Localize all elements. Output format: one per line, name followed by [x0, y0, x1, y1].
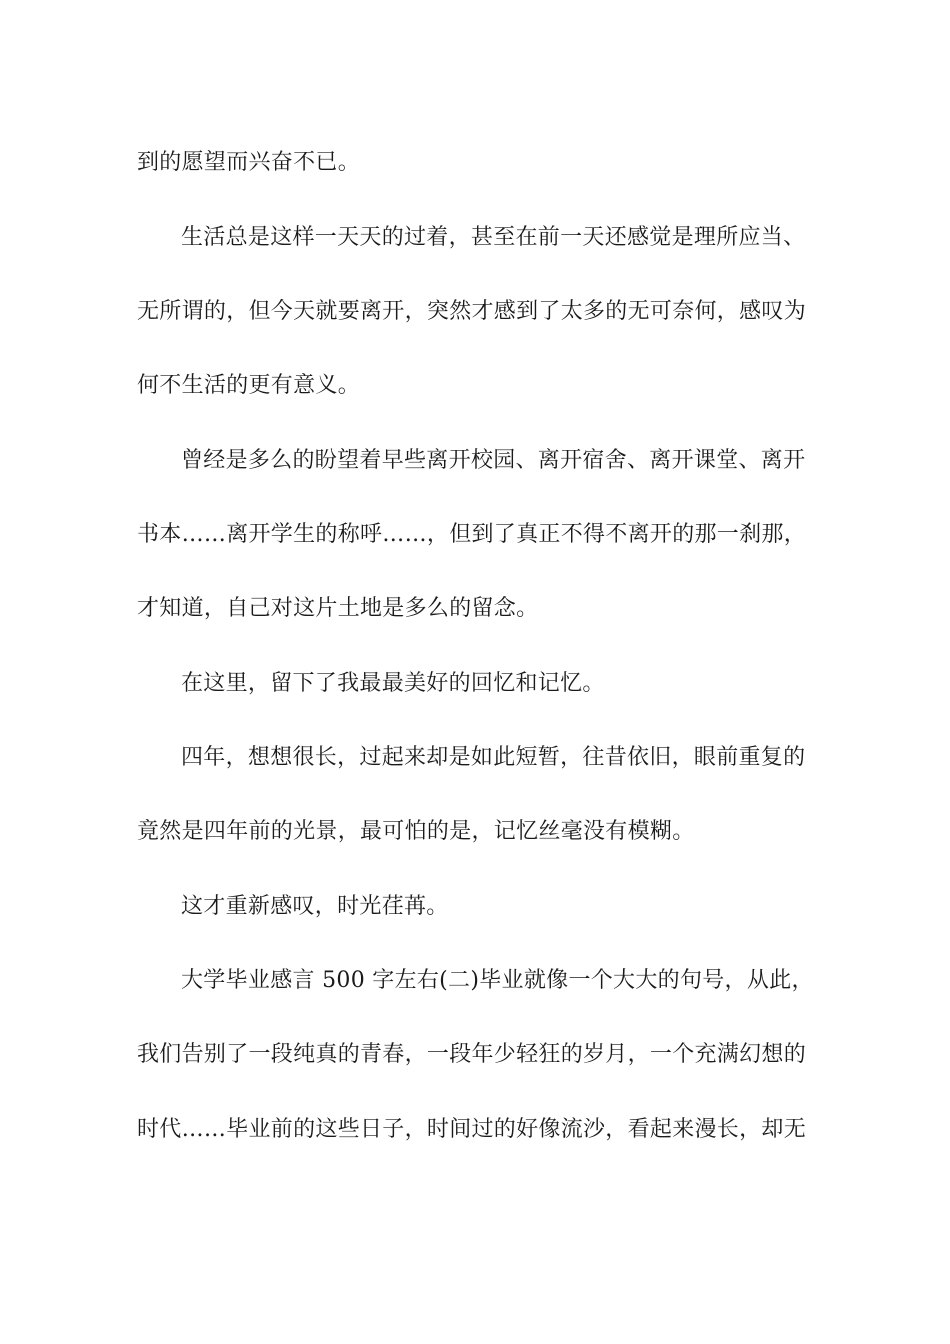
paragraph-start-line: 四年，想想很长，过起来却是如此短暂，往昔依旧，眼前重复的	[181, 745, 806, 770]
paragraph-start-line: 生活总是这样一天天的过着，甚至在前一天还感觉是理所应当、	[181, 225, 806, 250]
paragraph-start-line: 在这里，留下了我最最美好的回忆和记忆。	[181, 671, 605, 696]
text-line: 无所谓的，但今天就要离开，突然才感到了太多的无可奈何，感叹为	[137, 299, 807, 324]
text-line: 时代……毕业前的这些日子，时间过的好像流沙，看起来漫长，却无	[137, 1117, 807, 1142]
text-line: 我们告别了一段纯真的青春，一段年少轻狂的岁月，一个充满幻想的	[137, 1042, 807, 1067]
text-line: 才知道，自己对这片土地是多么的留念。	[137, 596, 539, 621]
text-line: 竟然是四年前的光景，最可怕的是，记忆丝毫没有模糊。	[137, 819, 695, 844]
text-line: 何不生活的更有意义。	[137, 373, 361, 398]
paragraph-start-line: 曾经是多么的盼望着早些离开校园、离开宿舍、离开课堂、离开	[181, 448, 806, 473]
paragraph-start-line: 这才重新感叹，时光荏苒。	[181, 894, 449, 919]
paragraph-start-line: 大学毕业感言 500 字左右(二)毕业就像一个大大的句号，从此，	[181, 968, 814, 993]
text-line: 到的愿望而兴奋不已。	[137, 150, 361, 175]
text-line: 书本……离开学生的称呼……，但到了真正不得不离开的那一刹那，	[137, 522, 807, 547]
